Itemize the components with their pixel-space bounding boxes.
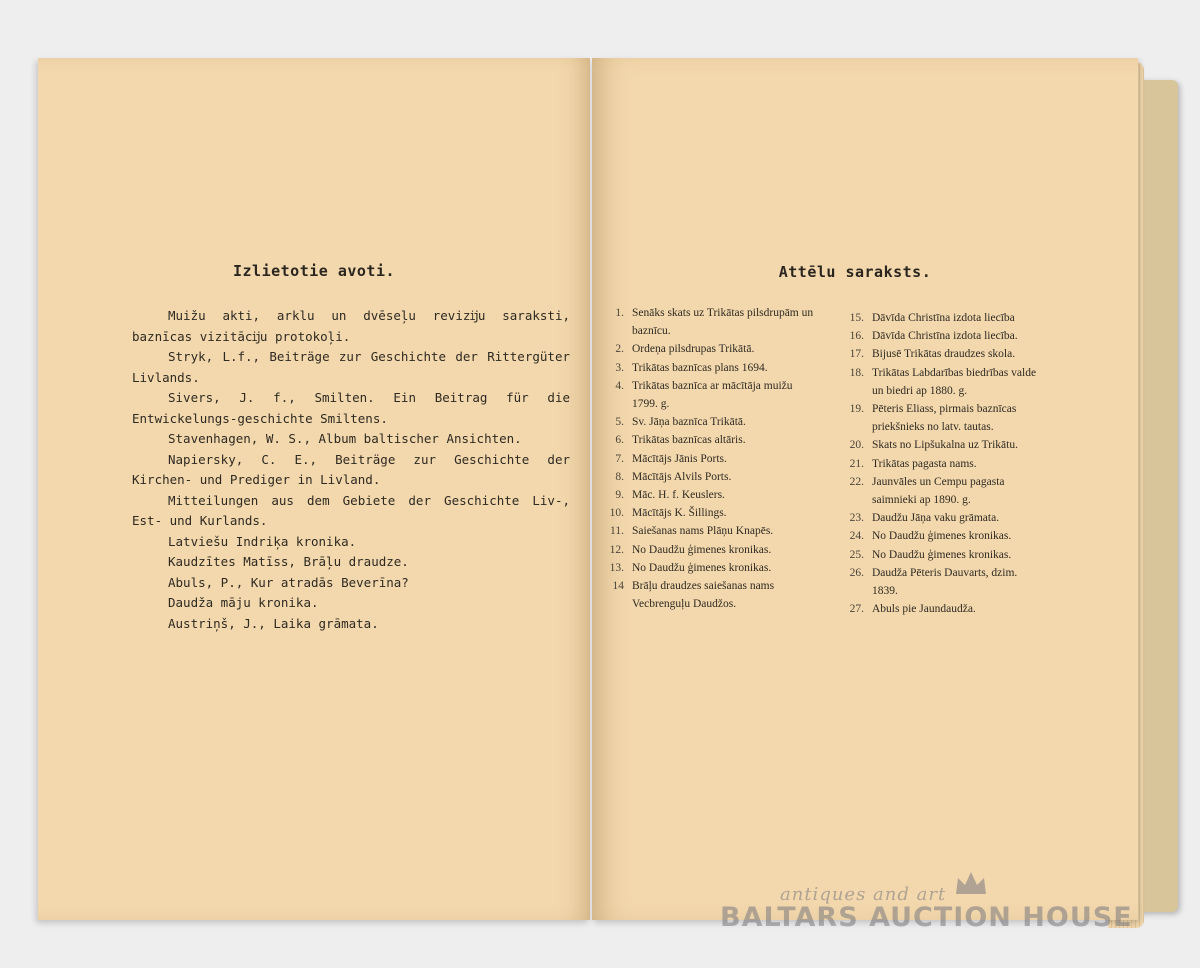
figure-number: 13. [609,561,624,574]
figure-caption: Sv. Jāņa baznīca Trikātā. [632,416,746,429]
source-entry: Napiersky, C. E., Beiträge zur Geschichte der Kirchen- und Prediger in Livland. [132,451,570,487]
figure-caption: Senāks skats uz Trikātas pilsdrupām un baznīcu. [632,307,814,338]
figure-caption: Trikātas pagasta nams. [872,457,977,470]
figure-entry [594,522,814,540]
figure-entry [834,309,1044,327]
figure-number: 7. [615,452,624,465]
figure-number: 2. [615,343,624,356]
figure-entry [594,541,814,559]
sources-list [132,306,570,634]
figure-entry [594,304,814,340]
source-entry: Stryk, L.f., Beiträge zur Geschichte der Rittergüter Livlands. [132,349,570,385]
figure-entry [594,468,814,486]
source-entry: Latviešu Indriķa kronika. [168,533,357,549]
figures-list-column-1 [594,304,814,613]
figure-entry [594,377,814,413]
figure-entry [834,564,1044,600]
figure-number: 17. [849,348,864,361]
figure-number: 9. [615,489,624,502]
figure-entry [834,455,1044,473]
figure-number: 21. [849,457,864,470]
figure-caption: Pēteris Eliass, pirmais baznīcas priekšnieks no latv. tautas. [872,403,1017,434]
figure-number: 6. [615,434,624,447]
figure-number: 23. [849,512,864,525]
figure-number: 10. [609,507,624,520]
figure-entry [834,436,1044,454]
figure-entry [594,486,814,504]
figure-caption: Brāļu draudzes saiešanas nams Vecbrenguļu Daudžos. [632,580,775,611]
figure-entry [834,364,1044,400]
figure-caption: Māc. H. f. Keuslers. [632,489,725,502]
figure-entry [834,546,1044,564]
figure-entry [594,431,814,449]
figure-entry [834,345,1044,363]
figure-number: 15. [849,312,864,324]
figure-caption: Mācītājs Jānis Ports. [632,452,727,465]
figure-entry [594,413,814,431]
figure-caption: No Daudžu ģimenes kronikas. [872,530,1012,543]
figure-number: 4. [615,379,624,392]
crown-icon [954,870,988,896]
figure-number: 1. [615,307,624,319]
figure-entry [594,359,814,377]
source-entry: Stavenhagen, W. S., Album baltischer Ansichten. [168,431,522,446]
figure-number: 8. [615,470,624,483]
figure-caption: No Daudžu ģimenes kronikas. [632,561,772,574]
figure-entry [834,473,1044,509]
figure-number: 3. [615,361,624,374]
figure-caption: Trikātas Labdarības biedrības valde un biedri ap 1880. g. [872,366,1037,397]
figure-caption: Daudža Pēteris Dauvarts, dzim. 1839. [872,566,1018,598]
figure-entry [834,600,1044,618]
figure-caption: Jaunvāles un Cempu pagasta saimnieki ap 1890. g. [872,475,1005,507]
source-entry: Muižu akti, arklu un dvēseļu revizĳu saraksti, baznīcas vizitācĳu protokoļi. [132,308,570,344]
watermark-title: BALTARS AUCTION HOUSE [720,902,1133,933]
right-page [592,58,1138,920]
figure-caption: Dāvīda Christīna izdota liecība. [872,330,1018,343]
figure-caption: Mācītājs Alvils Ports. [632,470,732,483]
figure-number: 5. [615,416,624,429]
figure-caption: Mācītājs K. Šillings. [632,507,727,520]
figure-entry [594,559,814,577]
auction-watermark [720,884,1133,944]
figure-number: 20. [849,439,864,452]
figure-number: 22. [849,475,864,488]
figure-number: 24. [849,530,864,543]
figure-number: 19. [849,403,864,416]
figure-caption: Dāvīda Christīna izdota liecība [872,312,1015,324]
source-entry: Abuls, P., Kur atradās Beverīna? [168,574,409,590]
figure-number: 11. [610,525,624,538]
figures-list-column-2 [834,309,1044,618]
watermark-subtitle: antiques and art [780,884,947,905]
figure-number: 27. [849,603,864,616]
figure-caption: Bijusē Trikātas draudzes skola. [872,348,1016,361]
figure-entry [834,527,1044,545]
figure-caption: Skats no Lipšukalna uz Trikātu. [872,439,1018,452]
figure-entry [594,450,814,468]
left-page-title: Izlietotie avoti. [232,262,396,280]
source-entry: Daudža māju kronika. [168,595,319,610]
figure-number: 12. [609,543,624,556]
figure-caption: Saiešanas nams Plāņu Knapēs. [632,525,774,538]
figure-caption: Trikātas baznīcas altāris. [632,434,746,447]
source-entry: Austriņš, J., Laika grāmata. [168,615,379,631]
figure-entry [834,327,1044,345]
source-entry: Sivers, J. f., Smilten. Ein Beitrag für die Entwickelungs-geschichte Smiltens. [132,390,570,426]
figure-entry [594,340,814,358]
figure-entry [834,400,1044,436]
figure-caption: No Daudžu ģimenes kronikas. [632,543,772,556]
figure-number: 18. [849,366,864,379]
left-page [38,58,590,920]
figure-caption: Ordeņa pilsdrupas Trikātā. [632,343,755,356]
figure-caption: No Daudžu ģimenes kronikas. [872,548,1012,561]
figure-entry [594,504,814,522]
figure-caption: Abuls pie Jaundaudža. [872,603,976,616]
figure-caption: Daudžu Jāņa vaku grāmata. [872,512,1000,525]
figure-entry [834,509,1044,527]
figure-caption: Trikātas baznīca ar mācītāja muižu 1799. g. [632,379,793,411]
figure-number: 25. [849,548,864,561]
figure-number: 26. [849,566,864,579]
figure-number: 16. [849,330,864,343]
figure-caption: Trikātas baznīcas plans 1694. [632,361,768,374]
source-entry: Mitteilungen aus dem Gebiete der Geschichte Liv-, Est- und Kurlands. [132,492,570,528]
right-page-title: Attēlu saraksts. [778,263,932,281]
figure-number: 14 [612,580,624,593]
source-entry: Kaudzītes Matīss, Brāļu draudze. [168,554,409,569]
figure-entry [594,577,814,613]
